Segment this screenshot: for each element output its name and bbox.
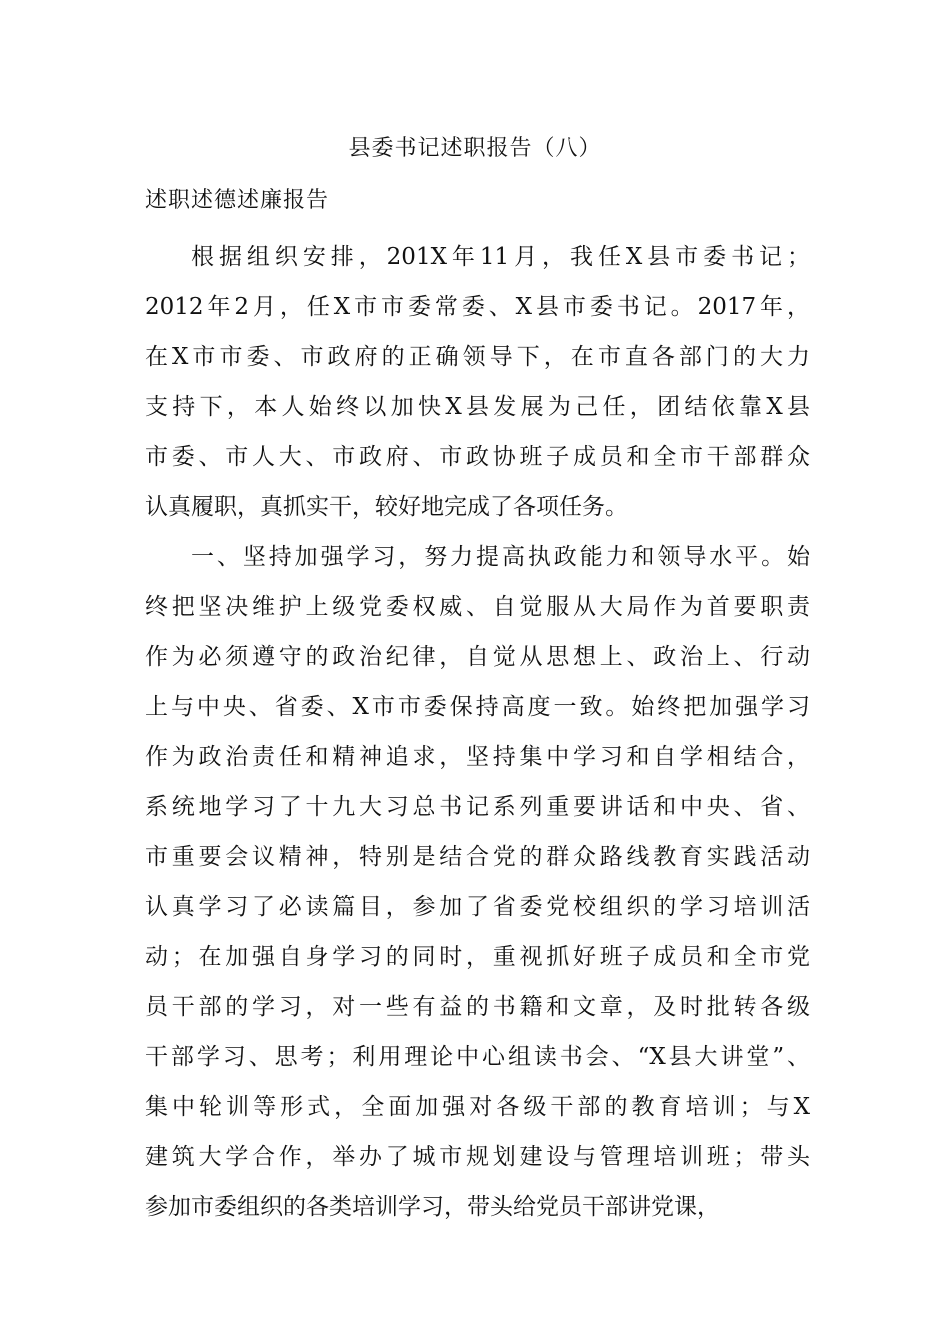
paragraph-line: 作为必须遵守的政治纪律，自觉从思想上、政治上、行动 <box>145 644 810 670</box>
document-subtitle: 述职述德述廉报告 <box>145 188 330 213</box>
paragraph-line: 系统地学习了十九大习总书记系列重要讲话和中央、省、 <box>145 794 810 820</box>
paragraph-line: 作为政治责任和精神追求，坚持集中学习和自学相结合， <box>145 744 810 770</box>
paragraph-line: 建筑大学合作，举办了城市规划建设与管理培训班；带头 <box>145 1144 810 1170</box>
paragraph-line: 员干部的学习，对一些有益的书籍和文章，及时批转各级 <box>145 994 810 1020</box>
paragraph-line: 参加市委组织的各类培训学习，带头给党员干部讲党课， <box>145 1194 720 1220</box>
paragraph-line: 市委、市人大、市政府、市政协班子成员和全市干部群众 <box>145 444 810 470</box>
paragraph-line: 终把坚决维护上级党委权威、自觉服从大局作为首要职责 <box>145 594 810 620</box>
paragraph-1 <box>145 232 810 532</box>
paragraph-2 <box>145 532 810 1232</box>
paragraph-line: 动；在加强自身学习的同时，重视抓好班子成员和全市党 <box>145 944 810 970</box>
paragraph-line: 认真学习了必读篇目，参加了省委党校组织的学习培训活 <box>145 894 810 920</box>
paragraph-line: 支持下，本人始终以加快X县发展为己任，团结依靠X县 <box>145 394 810 420</box>
document-title: 县委书记述职报告（八） <box>348 136 602 161</box>
paragraph-line: 认真履职，真抓实干，较好地完成了各项任务。 <box>145 494 628 520</box>
paragraph-line: 上与中央、省委、X市市委保持高度一致。始终把加强学习 <box>145 694 810 720</box>
paragraph-line: 2012年2月，任X市市委常委、X县市委书记。2017年， <box>145 294 810 320</box>
paragraph-line: 市重要会议精神，特别是结合党的群众路线教育实践活动 <box>145 844 810 870</box>
paragraph-line: 一、坚持加强学习，努力提高执政能力和领导水平。始 <box>191 544 810 570</box>
paragraph-line: 在X市市委、市政府的正确领导下，在市直各部门的大力 <box>145 344 810 370</box>
paragraph-line: 干部学习、思考；利用理论中心组读书会、“X县大讲堂”、 <box>145 1044 810 1070</box>
paragraph-line: 集中轮训等形式，全面加强对各级干部的教育培训；与X <box>145 1094 810 1120</box>
paragraph-line: 根据组织安排，201X年11月，我任X县市委书记； <box>191 244 810 270</box>
